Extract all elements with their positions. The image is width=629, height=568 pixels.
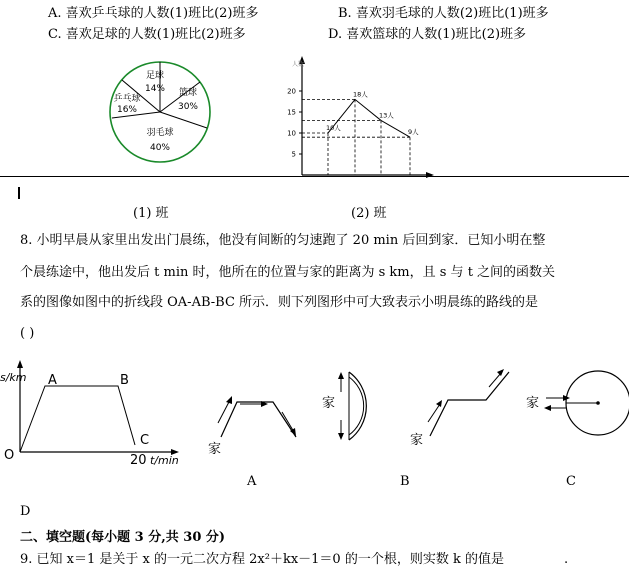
graph-origin-label: O [4, 448, 15, 463]
pie-value-badminton: 40% [149, 143, 171, 153]
y-tick-label: 20 [287, 87, 296, 96]
route-a-home-label: 家 [208, 442, 222, 457]
option-c: C. 喜欢足球的人数(1)班比(2)班多 [48, 27, 246, 42]
y-tick-label: 15 [287, 108, 296, 117]
route-d-home-label: 家 [526, 396, 540, 411]
pie-label-badminton: 羽毛球 [146, 128, 174, 138]
y-tick-label: 10 [287, 129, 296, 138]
figure-label-c: C [566, 474, 576, 489]
graph-y-label: s/km [0, 371, 27, 384]
pie-value-football: 14% [144, 84, 166, 94]
figure-label-a: A [247, 474, 257, 489]
figure-label-b: B [400, 474, 410, 489]
pie-value-pingpong: 16% [116, 105, 138, 115]
option-d: D. 喜欢篮球的人数(1)班比(2)班多 [328, 27, 527, 42]
graph-x-label: t/min [150, 454, 179, 467]
route-c-home-label: 家 [410, 433, 424, 448]
section-2-heading: 二、填空题(每小题 3 分,共 30 分) [20, 530, 226, 545]
graph-point-b: B [120, 373, 129, 388]
option-a: A. 喜欢乒乓球的人数(1)班比(2)班多 [48, 6, 259, 21]
caption-class1: (1) 班 [133, 206, 169, 221]
q9-text: 9. 已知 x＝1 是关于 x 的一元二次方程 2x²＋kx－1＝0 的一个根，则实数 k 的值是 [20, 552, 504, 567]
q8-line2: 个晨练途中，他出发后 t min 时，他所在的位置与家的距离为 s km，且 s 与 t 之间的函数关 [20, 265, 556, 280]
q8-line3: 系的图像如图中的折线段 OA-AB-BC 所示．则下列图形中可大致表示小明晨练的路线的是 [20, 295, 539, 310]
y-axis-label: 人数 [292, 61, 305, 68]
caption-class2: (2) 班 [351, 206, 387, 221]
graph-point-c: C [140, 433, 150, 448]
graph-point-a: A [48, 373, 57, 388]
q8-bracket: ( ) [20, 326, 35, 341]
point-label: 10人 [326, 124, 341, 132]
pie-value-basketball: 30% [177, 102, 199, 112]
y-tick-label: 5 [291, 150, 296, 159]
graph-x-tick: 20 [130, 453, 147, 468]
route-c-path [430, 372, 509, 436]
route-a-path [221, 402, 296, 437]
pie-label-pingpong: 乒乓球 [113, 94, 141, 104]
q8-line1: 8. 小明早晨从家里出发出门晨练，他没有间断的匀速跑了 20 min 后回到家．已知小明在整 [20, 233, 546, 248]
option-b: B. 喜欢羽毛球的人数(2)班比(1)班多 [338, 6, 549, 21]
pie-label-basketball: 篮球 [178, 88, 198, 98]
point-label: 9人 [408, 128, 419, 137]
q9-period: . [564, 552, 569, 567]
figure-label-d: D [20, 504, 31, 519]
point-label: 13人 [379, 111, 394, 120]
pie-label-football: 足球 [145, 71, 165, 81]
route-b-home-label: 家 [322, 396, 336, 411]
point-label: 18人 [353, 90, 368, 99]
